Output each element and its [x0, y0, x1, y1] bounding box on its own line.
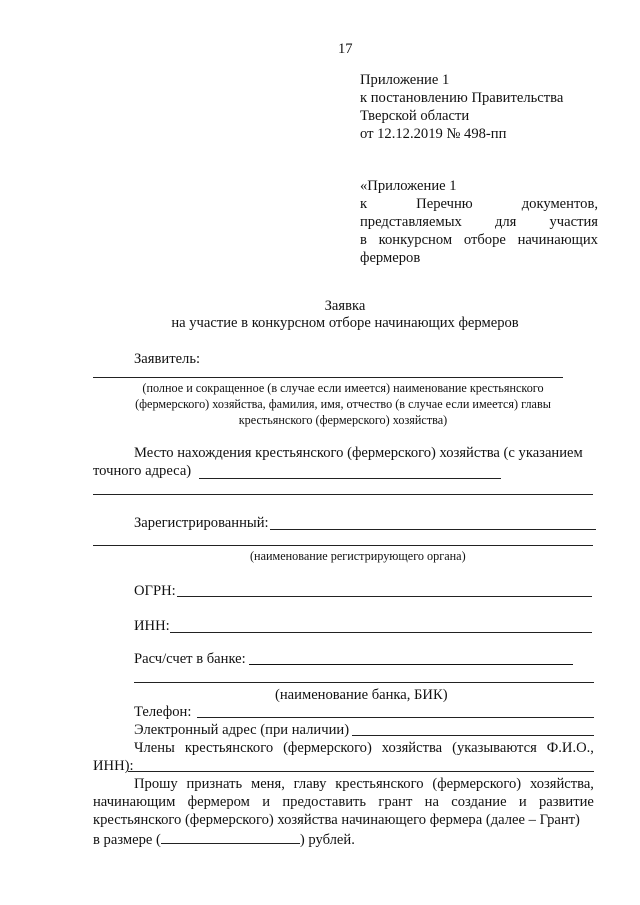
annex-word: к [360, 196, 368, 212]
annex-word: отборе [463, 232, 506, 248]
request-line [134, 775, 594, 793]
applicant-field[interactable] [93, 377, 563, 378]
document-subtitle: на участие в конкурсном отборе начинающих фермеров [171, 315, 519, 331]
members-word: (фермерского) [283, 740, 372, 756]
bank-field-2[interactable] [134, 682, 594, 683]
request-line [93, 793, 594, 811]
location-label-2: точного адреса) [93, 463, 192, 479]
applicant-note: (полное и сокращенное (в случае если имеется) наименование крестьянского [142, 381, 544, 395]
annex-line: «Приложение 1 [360, 178, 457, 194]
request-word: главу [293, 776, 327, 792]
request-word: развитие [539, 794, 594, 810]
registered-note: (наименование регистрирующего органа) [250, 549, 466, 563]
bank-note: (наименование банка, БИК) [275, 687, 448, 703]
annex-line [360, 231, 598, 249]
request-word: и [518, 794, 527, 810]
document-title: Заявка [324, 298, 366, 314]
ogrn-field[interactable] [177, 596, 592, 597]
request-word: хозяйства, [529, 776, 594, 792]
applicant-label: Заявитель: [134, 351, 201, 367]
request-word: грант [378, 794, 413, 810]
annex-word: конкурсном [378, 232, 453, 248]
location-field[interactable] [199, 478, 501, 479]
attachment-header-line: Тверской области [360, 108, 470, 124]
annex-word: начинающих [517, 232, 598, 248]
members-word: крестьянского [184, 740, 274, 756]
page-number: 17 [338, 41, 353, 57]
request-word: создание [451, 794, 507, 810]
ogrn-label: ОГРН: [134, 583, 176, 599]
request-word: и [262, 794, 271, 810]
request-word: меня, [250, 776, 285, 792]
applicant-note: (фермерского) хозяйства, фамилия, имя, отчество (в случае если имеется) главы [135, 397, 551, 411]
annex-word: для [494, 214, 517, 230]
email-label: Электронный адрес (при наличии) [134, 722, 350, 738]
members-word: хозяйства [381, 740, 443, 756]
bank-label: Расч/счет в банке: [134, 651, 246, 667]
request-word: крестьянского [335, 776, 424, 792]
location-field-2[interactable] [93, 494, 593, 495]
inn-field[interactable] [170, 632, 592, 633]
inn-label: ИНН: [134, 618, 170, 634]
attachment-header-line: от 12.12.2019 № 498-пп [360, 126, 507, 142]
members-word: Члены [134, 740, 175, 756]
bank-field[interactable] [249, 664, 573, 665]
applicant-note: крестьянского (фермерского) хозяйства) [238, 413, 448, 427]
grant-amount-suffix: ) рублей. [299, 832, 355, 848]
members-word: (указываются [452, 740, 537, 756]
phone-field[interactable] [197, 717, 594, 718]
registered-field[interactable] [270, 529, 596, 530]
request-word: на [424, 794, 439, 810]
members-field[interactable] [128, 771, 594, 772]
annex-line: фермеров [360, 250, 421, 266]
request-word: предоставить [282, 794, 367, 810]
grant-amount-field[interactable] [161, 829, 300, 844]
annex-word: Перечню [416, 196, 473, 212]
phone-label: Телефон: [134, 704, 192, 720]
annex-line [360, 213, 598, 231]
request-line: крестьянского (фермерского) хозяйства начинающего фермера (далее – Грант) [93, 812, 580, 828]
request-word: Прошу [134, 776, 178, 792]
annex-word: в [360, 232, 367, 248]
grant-amount-prefix: в размере ( [93, 832, 161, 848]
location-label: Место нахождения крестьянского (фермерского) хозяйства (с указанием [134, 445, 583, 461]
registered-field-2[interactable] [93, 545, 593, 546]
annex-line [360, 195, 598, 213]
attachment-header-line: к постановлению Правительства [360, 90, 564, 106]
members-label-2: ИНН): [93, 758, 134, 774]
request-word: признать [186, 776, 243, 792]
annex-word: документов, [521, 196, 598, 212]
members-word: Ф.И.О., [546, 740, 594, 756]
request-word: (фермерского) [432, 776, 522, 792]
request-word: начинающим [93, 794, 176, 810]
request-word: фермером [187, 794, 250, 810]
registered-label: Зарегистрированный: [134, 515, 269, 531]
attachment-header-line: Приложение 1 [360, 72, 450, 88]
annex-word: участия [549, 214, 598, 230]
request-line [93, 829, 355, 849]
email-field[interactable] [352, 735, 594, 736]
annex-word: представляемых [360, 214, 462, 230]
members-label [134, 739, 594, 757]
